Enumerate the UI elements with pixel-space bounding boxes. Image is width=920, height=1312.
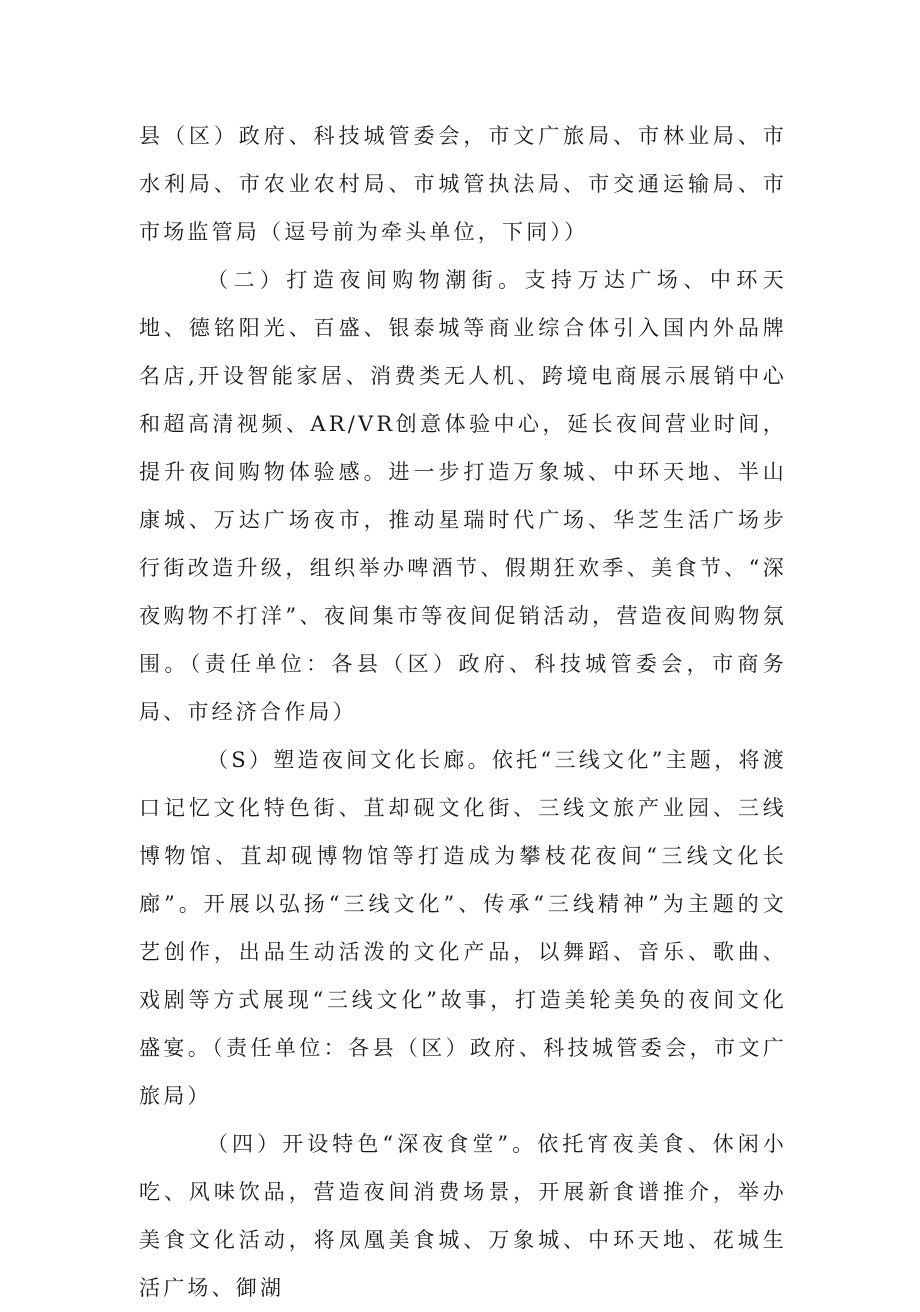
paragraph-continuation: 县（区）政府、科技城管委会，市文广旅局、市林业局、市水利局、市农业农村局、市城管执法局、市交通运输局、市市场监管局（逗号前为牵头单位，下同））	[139, 124, 787, 244]
paragraph-night-shopping: （二）打造夜间购物潮街。支持万达广场、中环天地、德铭阳光、百盛、银泰城等商业综合体引入国内外品牌名店,开设智能家居、消费类无人机、跨境电商展示展销中心和超高清视频、AR/VR创意体验中心，延长夜间营业时间，提升夜间购物体验感。进一步打造万象城、中环天地、半山康城、万达广场夜市，推动星瑞时代广场、华芝生活广场步行街改造升级，组织举办啤酒节、假期狂欢季、美食节、“深夜购物不打洋”、夜间集市等夜间促销活动，营造夜间购物氛围。（责任单位：各县（区）政府、科技城管委会，市商务局、市经济合作局）	[139, 268, 787, 724]
paragraph-night-culture: （S）塑造夜间文化长廊。依托“三线文化”主题，将渡口记忆文化特色街、苴却砚文化街、三线文旅产业园、三线博物馆、苴却砚博物馆等打造成为攀枝花夜间“三线文化长廊”。开展以弘扬“三线文化”、传承“三线精神”为主题的文艺创作，出品生动活泼的文化产品，以舞蹈、音乐、歌曲、戏剧等方式展现“三线文化”故事，打造美轮美奂的夜间文化盛宴。（责任单位：各县（区）政府、科技城管委会，市文广旅局）	[139, 748, 787, 1108]
paragraph-late-night-canteen: （四）开设特色“深夜食堂”。依托宵夜美食、休闲小吃、风味饮品，营造夜间消费场景，开展新食谱推介，举办美食文化活动，将凤凰美食城、万象城、中环天地、花城生活广场、御湖	[139, 1132, 787, 1300]
document-body	[139, 112, 787, 1312]
